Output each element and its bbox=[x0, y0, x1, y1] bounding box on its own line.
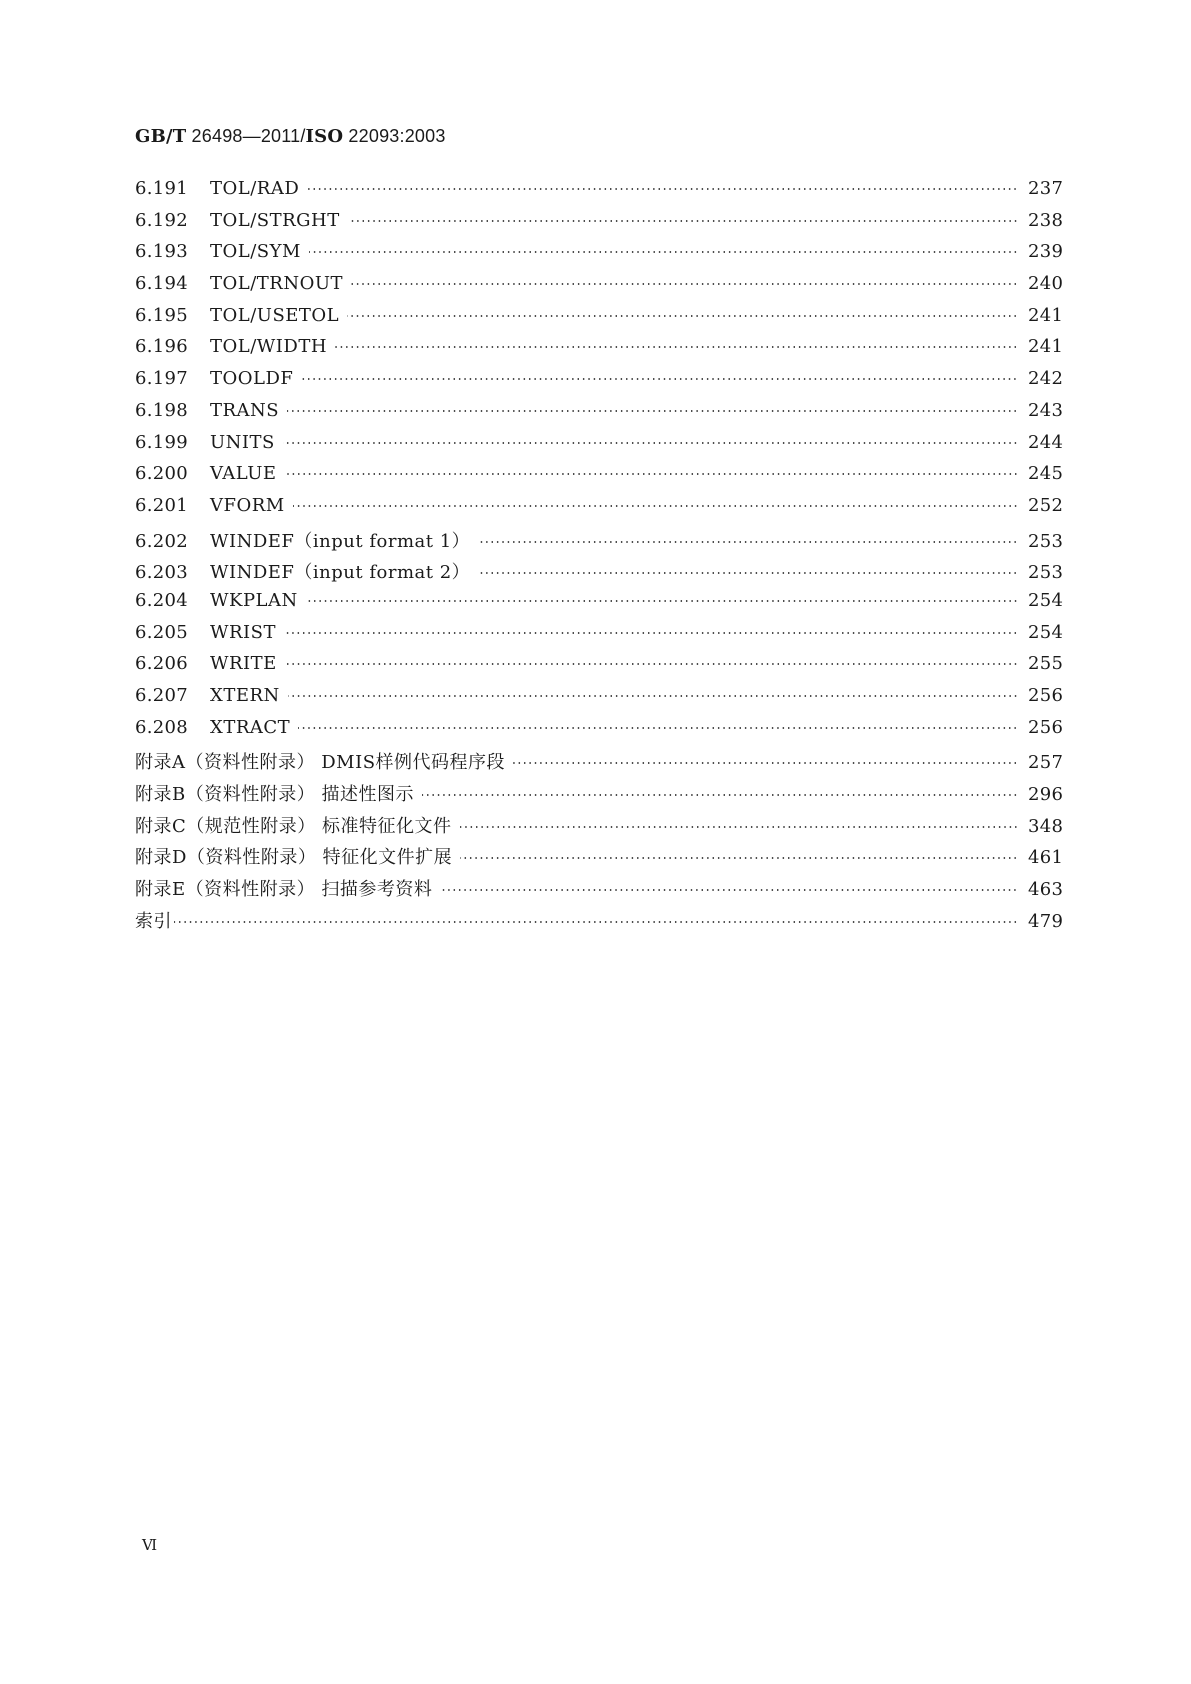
toc-entry-title: VFORM bbox=[210, 494, 285, 516]
toc-entry[interactable] bbox=[135, 589, 1064, 622]
toc-entry[interactable] bbox=[135, 716, 1064, 749]
header-iso-number: 22093:2003 bbox=[343, 126, 446, 146]
dot-leader bbox=[285, 663, 1018, 665]
toc-entry-page: 252 bbox=[1028, 494, 1064, 516]
toc-entry-page: 256 bbox=[1028, 685, 1064, 706]
dot-leader bbox=[284, 632, 1018, 634]
toc-index-title: 索引 bbox=[135, 910, 172, 932]
toc-entry-number: 6.194 bbox=[135, 273, 189, 295]
toc-annex-title: 附录D（资料性附录） 特征化文件扩展 bbox=[135, 847, 453, 869]
toc-entry-page: 241 bbox=[1028, 336, 1064, 358]
toc-entry-page: 254 bbox=[1028, 589, 1064, 611]
dot-leader bbox=[306, 600, 1018, 602]
dot-leader bbox=[422, 794, 1018, 796]
toc-entry-page: 256 bbox=[1028, 716, 1064, 738]
toc-entry[interactable] bbox=[135, 431, 1064, 464]
toc-entry-page: 239 bbox=[1028, 241, 1064, 263]
toc-annex-page: 461 bbox=[1028, 847, 1064, 869]
dot-leader bbox=[460, 826, 1019, 828]
dot-leader bbox=[460, 857, 1018, 859]
dot-leader bbox=[293, 505, 1018, 507]
toc-entry-page: 254 bbox=[1028, 621, 1064, 643]
toc-annex-b[interactable] bbox=[135, 780, 1064, 812]
dot-leader bbox=[174, 921, 1018, 923]
toc-entry-number: 6.202 bbox=[135, 530, 189, 552]
toc-entry-number: 6.193 bbox=[135, 241, 189, 263]
toc-annex-page: 296 bbox=[1028, 784, 1064, 806]
toc-index[interactable] bbox=[135, 907, 1064, 939]
toc-entry[interactable] bbox=[135, 241, 1064, 273]
toc-annex-page: 463 bbox=[1028, 879, 1064, 901]
toc-annex-title: 附录C（规范性附录） 标准特征化文件 bbox=[135, 815, 452, 837]
dot-leader bbox=[287, 410, 1018, 412]
toc-entry-page: 244 bbox=[1028, 431, 1064, 453]
toc-annex-title: 附录A（资料性附录） DMIS样例代码程序段 bbox=[135, 752, 506, 774]
table-of-contents bbox=[135, 178, 1064, 939]
dot-leader bbox=[348, 220, 1018, 222]
toc-entry-title: TOL/WIDTH bbox=[210, 336, 328, 358]
toc-entry[interactable] bbox=[135, 304, 1064, 337]
dot-leader bbox=[351, 283, 1018, 285]
toc-entry-number: 6.198 bbox=[135, 399, 189, 421]
toc-entry-title: TOL/TRNOUT bbox=[210, 273, 344, 295]
toc-entry-page: 243 bbox=[1028, 399, 1064, 421]
toc-entry-title: WRIST bbox=[210, 621, 277, 643]
toc-entry-title: WINDEF（input format 1） bbox=[210, 530, 471, 552]
header-code-prefix: GB/T bbox=[135, 126, 187, 147]
document-header bbox=[135, 126, 446, 147]
dot-leader bbox=[307, 188, 1018, 190]
toc-entry-title: TOL/SYM bbox=[210, 241, 301, 263]
toc-entry-page: 245 bbox=[1028, 463, 1064, 485]
toc-entry[interactable] bbox=[135, 463, 1064, 495]
toc-entry-title: XTERN bbox=[210, 685, 280, 706]
toc-entry-number: 6.195 bbox=[135, 304, 189, 326]
dot-leader bbox=[309, 251, 1018, 253]
toc-entry-number: 6.196 bbox=[135, 336, 189, 358]
toc-entry[interactable] bbox=[135, 368, 1064, 400]
toc-entry-title: WRITE bbox=[210, 653, 277, 675]
toc-entry-page: 240 bbox=[1028, 273, 1064, 295]
toc-entry-page: 238 bbox=[1028, 209, 1064, 231]
toc-entry[interactable] bbox=[135, 494, 1064, 527]
toc-entry-page: 253 bbox=[1028, 562, 1064, 584]
toc-entry[interactable] bbox=[135, 558, 1064, 590]
toc-entry[interactable] bbox=[135, 653, 1064, 685]
toc-entry-page: 253 bbox=[1028, 530, 1064, 552]
dot-leader bbox=[478, 572, 1018, 574]
toc-entry-number: 6.197 bbox=[135, 368, 189, 390]
dot-leader bbox=[335, 346, 1018, 348]
toc-annex-title: 附录E（资料性附录） 扫描参考资料 bbox=[135, 879, 433, 901]
toc-entry-title: TOL/STRGHT bbox=[210, 209, 340, 231]
dot-leader bbox=[298, 727, 1018, 729]
toc-entry[interactable] bbox=[135, 685, 1064, 717]
toc-entry-number: 6.203 bbox=[135, 562, 189, 584]
toc-entry-page: 242 bbox=[1028, 368, 1064, 390]
toc-annex-e[interactable] bbox=[135, 875, 1064, 907]
dot-leader bbox=[513, 762, 1018, 764]
toc-entry-title: UNITS bbox=[210, 431, 275, 453]
dot-leader bbox=[478, 541, 1018, 543]
toc-index-page: 479 bbox=[1028, 910, 1064, 932]
toc-entry-title: WINDEF（input format 2） bbox=[210, 562, 471, 584]
toc-entry[interactable] bbox=[135, 336, 1064, 368]
dot-leader bbox=[301, 378, 1018, 380]
toc-entry-page: 255 bbox=[1028, 653, 1064, 675]
toc-entry-title: TOL/RAD bbox=[210, 178, 300, 199]
toc-entry-title: TRANS bbox=[210, 399, 280, 421]
toc-entry-title: WKPLAN bbox=[210, 589, 298, 611]
toc-entry-number: 6.208 bbox=[135, 716, 189, 738]
dot-leader bbox=[440, 889, 1018, 891]
toc-entry-number: 6.204 bbox=[135, 589, 189, 611]
toc-entry-number: 6.192 bbox=[135, 209, 189, 231]
page-number: Ⅵ bbox=[142, 1536, 158, 1554]
toc-annex-a[interactable] bbox=[135, 748, 1064, 780]
toc-annex-c[interactable] bbox=[135, 812, 1064, 844]
toc-entry-number: 6.201 bbox=[135, 494, 189, 516]
header-code-number: 26498—2011/ bbox=[186, 126, 306, 146]
toc-entry[interactable] bbox=[135, 209, 1064, 242]
toc-annex-page: 257 bbox=[1028, 752, 1064, 774]
toc-entry-page: 237 bbox=[1028, 178, 1064, 199]
toc-annex-title: 附录B（资料性附录） 描述性图示 bbox=[135, 784, 414, 806]
header-iso-prefix: ISO bbox=[305, 126, 344, 147]
toc-entry-number: 6.207 bbox=[135, 685, 189, 706]
toc-entry[interactable] bbox=[135, 527, 1064, 559]
toc-entry-number: 6.205 bbox=[135, 621, 189, 643]
dot-leader bbox=[285, 473, 1018, 475]
toc-entry-number: 6.200 bbox=[135, 463, 189, 485]
dot-leader bbox=[347, 315, 1018, 317]
toc-entry-number: 6.191 bbox=[135, 178, 189, 199]
toc-entry-title: VALUE bbox=[210, 463, 277, 485]
toc-entry-title: XTRACT bbox=[210, 716, 291, 738]
toc-entry[interactable] bbox=[135, 399, 1064, 432]
toc-entry[interactable] bbox=[135, 621, 1064, 654]
toc-annex-page: 348 bbox=[1028, 815, 1064, 837]
toc-entry[interactable] bbox=[135, 273, 1064, 305]
toc-entry-number: 6.206 bbox=[135, 653, 189, 675]
dot-leader bbox=[288, 695, 1018, 697]
toc-entry-number: 6.199 bbox=[135, 431, 189, 453]
toc-entry-title: TOOLDF bbox=[210, 368, 294, 390]
toc-entry-page: 241 bbox=[1028, 304, 1064, 326]
toc-annex-d[interactable] bbox=[135, 843, 1064, 875]
toc-entry-title: TOL/USETOL bbox=[210, 304, 340, 326]
toc-entry[interactable] bbox=[135, 178, 1064, 210]
dot-leader bbox=[283, 442, 1018, 444]
